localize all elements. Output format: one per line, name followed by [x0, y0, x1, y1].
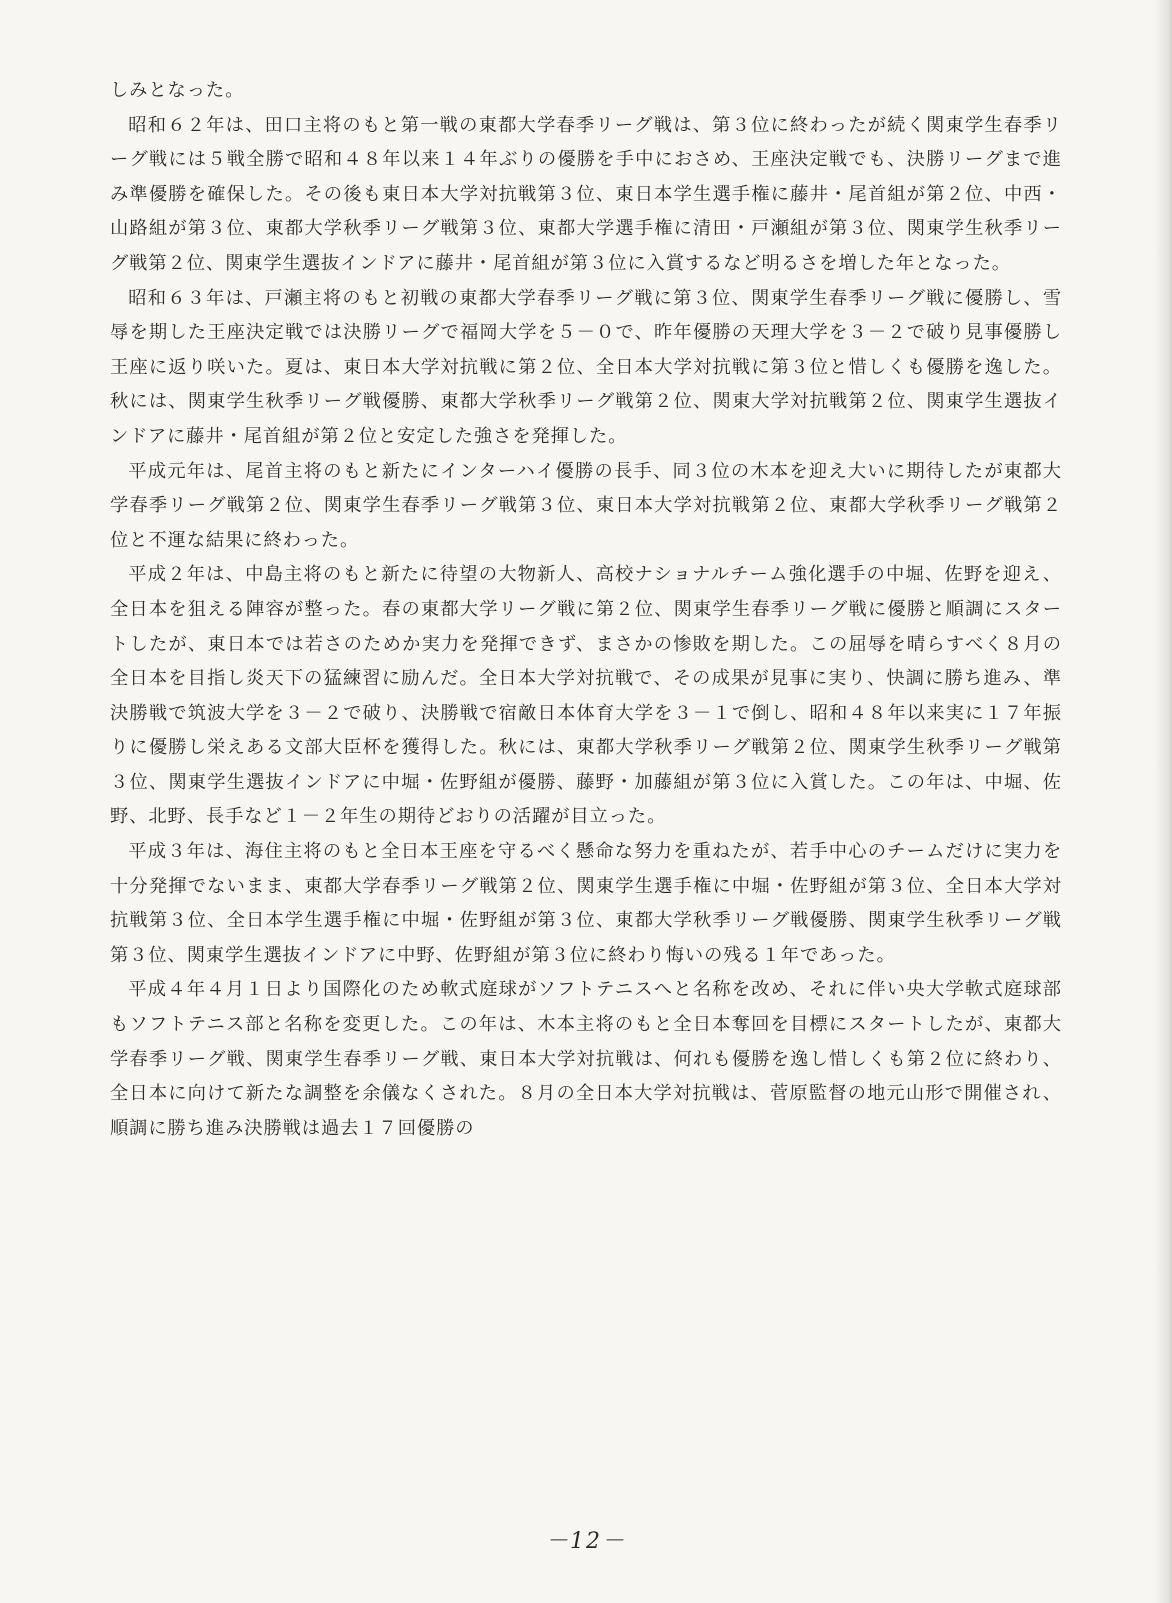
- paragraph-heisei-3: 平成３年は、海住主将のもと全日本王座を守るべく懸命な努力を重ねたが、若手中心のチームだけに実力を十分発揮でないまま、東都大学春季リーグ戦第２位、関東学生選手権に中堀・佐野組が第３位、全日本大学対抗戦第３位、全日本学生選手権に中堀・佐野組が第３位、東都大学秋季リーグ戦優勝、関東学生秋季リーグ戦第３位、関東学生選抜インドアに中野、佐野組が第３位に終わり悔いの残る１年であった。: [110, 841, 1062, 966]
- paragraph-continuation: しみとなった。: [110, 80, 245, 101]
- page-number: －12－: [546, 1529, 626, 1554]
- document-body: [110, 74, 1062, 1146]
- paragraph-showa-63: 昭和６３年は、戸瀬主将のもと初戦の東都大学春季リーグ戦に第３位、関東学生春季リーグ戦に優勝し、雪辱を期した王座決定戦では決勝リーグで福岡大学を５－０で、昨年優勝の天理大学を３－２で破り見事優勝し王座に返り咲いた。夏は、東日本大学対抗戦に第２位、全日本大学対抗戦に第３位と惜しくも優勝を逸した。秋には、関東学生秋季リーグ戦優勝、東都大学秋季リーグ戦第２位、関東大学対抗戦第２位、関東学生選抜インドアに藤井・尾首組が第２位と安定した強さを発揮した。: [110, 287, 1062, 447]
- paragraph-heisei-2: 平成２年は、中島主将のもと新たに待望の大物新人、高校ナショナルチーム強化選手の中堀、佐野を迎え、全日本を狙える陣容が整った。春の東都大学リーグ戦に第２位、関東学生春季リーグ戦に優勝と順調にスタートしたが、東日本では若さのためか実力を発揮できず、まさかの惨敗を期した。この屈辱を晴らすべく８月の全日本を目指し炎天下の猛練習に励んだ。全日本大学対抗戦で、その成果が見事に実り、快調に勝ち進み、準決勝戦で筑波大学を３－２で破り、決勝戦で宿敵日本体育大学を３－１で倒し、昭和４８年以来実に１７年振りに優勝し栄えある文部大臣杯を獲得した。秋には、東都大学秋季リーグ戦第２位、関東学生秋季リーグ戦第３位、関東学生選抜インドアに中堀・佐野組が優勝、藤野・加藤組が第３位に入賞した。この年は、中堀、佐野、北野、長手など１－２年生の期待どおりの活躍が目立った。: [110, 564, 1062, 828]
- paragraph-heisei-4: 平成４年４月１日より国際化のため軟式庭球がソフトテニスへと名称を改め、それに伴い央大学軟式庭球部もソフトテニス部と名称を変更した。この年は、木本主将のもと全日本奪回を目標にスタートしたが、東都大学春季リーグ戦、関東学生春季リーグ戦、東日本大学対抗戦は、何れも優勝を逸し惜しくも第２位に終わり、全日本に向けて新たな調整を余儀なくされた。８月の全日本大学対抗戦は、菅原監督の地元山形で開催され、順調に勝ち進み決勝戦は過去１７回優勝の: [110, 979, 1062, 1139]
- paragraph-heisei-1: 平成元年は、尾首主将のもと新たにインターハイ優勝の長手、同３位の木本を迎え大いに期待したが東都大学春季リーグ戦第２位、関東学生春季リーグ戦第３位、東日本大学対抗戦第２位、東都大学秋季リーグ戦第２位と不運な結果に終わった。: [110, 460, 1062, 551]
- paragraph-showa-62: 昭和６２年は、田口主将のもと第一戦の東都大学春季リーグ戦は、第３位に終わったが続く関東学生春季リーグ戦には５戦全勝で昭和４８年以来１４年ぶりの優勝を手中におさめ、王座決定戦でも、決勝リーグまで進み準優勝を確保した。その後も東日本大学対抗戦第３位、東日本学生選手権に藤井・尾首組が第２位、中西・山路組が第３位、東都大学秋季リーグ戦第３位、東都大学選手権に清田・戸瀬組が第３位、関東学生秋季リーグ戦第２位、関東学生選抜インドアに藤井・尾首組が第３位に入賞するなど明るさを増した年となった。: [110, 114, 1062, 274]
